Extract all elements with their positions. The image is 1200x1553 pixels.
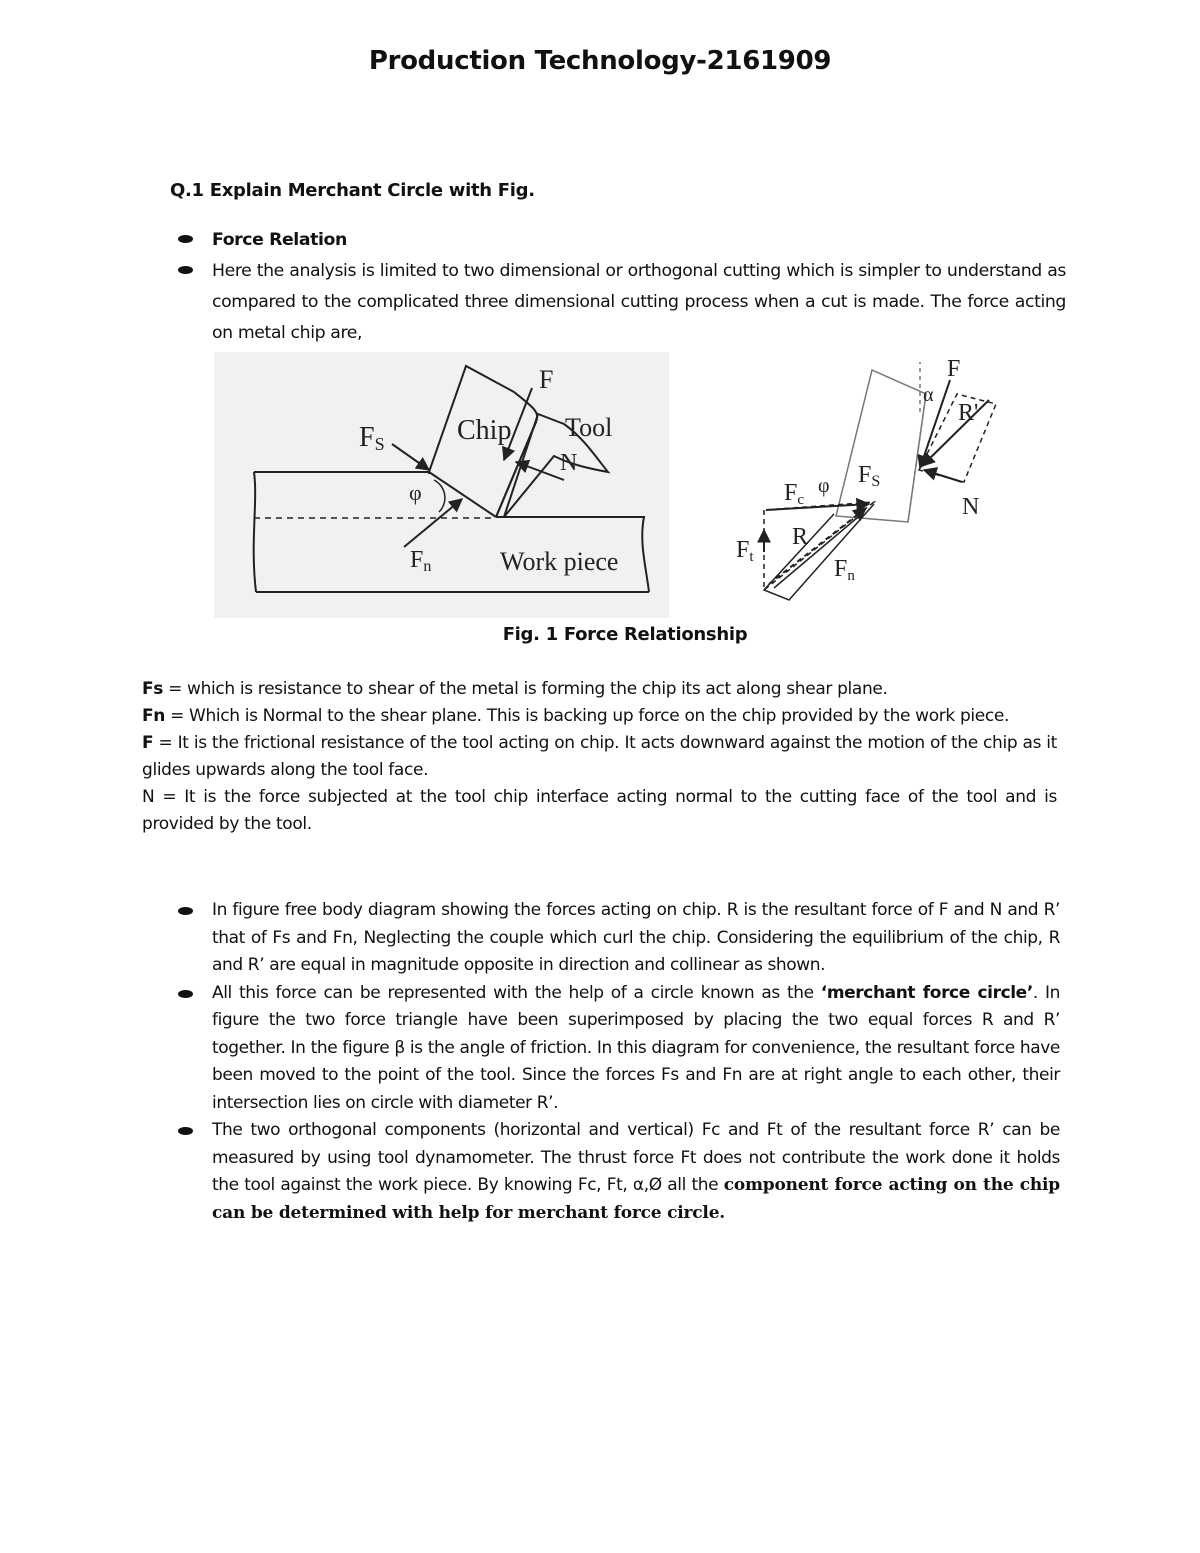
fs-label-right: FS <box>858 462 881 490</box>
definition-f <box>142 730 1057 784</box>
fc-arrow <box>766 504 869 510</box>
scan-background <box>214 352 669 618</box>
bullet-text: All this force can be represented with the help of a circle known as the <box>212 982 821 1003</box>
bullet-text: Here the analysis is limited to two dimensional or orthogonal cutting which is simpler to understand as compared to the complicated three dimensional cutting process when a cut is made. The force acting on metal chip are, <box>212 261 1066 343</box>
bullet-text: . In figure the two force triangle have been superimposed by placing the two equal forces R and R’ together. In the figure β is the angle of friction. In this diagram for convenience, the resultant force have been moved to the point of the tool. Since the forces Fs and Fn are at right angle to each other, their intersection lies on circle with diameter R’. <box>212 982 1060 1113</box>
explanation-bullet-list <box>176 897 1060 1227</box>
bullet-bold-text: ‘merchant force circle’ <box>820 982 1033 1003</box>
definition-text: = which is resistance to shear of the metal is forming the chip its act along shear plane. <box>163 679 888 699</box>
definition-n <box>142 784 1057 838</box>
chip-outline-right <box>836 370 926 522</box>
workpiece-label: Work piece <box>500 547 619 576</box>
bullet-text: The two orthogonal components (horizontal and vertical) Fc and Ft of the resultant force R’ can be measured by using tool dynamometer. The thrust force Ft does not contribute the work done it holds the tool against the work piece. By knowing Fc, Ft, α,Ø all the <box>212 1120 1060 1195</box>
rprime-label: R' <box>958 400 979 426</box>
chip-label: Chip <box>457 415 512 446</box>
n-label: N <box>560 450 578 476</box>
bullet-icon <box>178 907 193 915</box>
definition-fn <box>142 703 1057 730</box>
bullet-text: In figure free body diagram showing the forces acting on chip. R is the resultant force of F and N and R’ that of Fs and Fn, Neglecting the couple which curl the chip. Considering the equilibrium of the chip, R and R’ are equal in magnitude opposite in direction and collinear as shown. <box>212 900 1060 975</box>
figure-svg <box>214 352 1014 620</box>
definition-text: = Which is Normal to the shear plane. This is backing up force on the chip provided by the work piece. <box>165 706 1010 726</box>
intro-bullet-list <box>176 225 1066 349</box>
list-item <box>176 225 1066 256</box>
definition-fs <box>142 676 1057 703</box>
bullet-icon <box>178 235 193 243</box>
figure-caption: Fig. 1 Force Relationship <box>502 624 748 645</box>
list-item <box>176 1117 1060 1227</box>
force-relationship-figure <box>214 352 1014 620</box>
tool-label: Tool <box>565 413 613 442</box>
question-heading: Q.1 Explain Merchant Circle with Fig. <box>170 180 535 201</box>
fn-label-right: Fn <box>834 556 855 584</box>
r-label: R <box>792 524 809 550</box>
definition-text: N = It is the force subjected at the tool chip interface acting normal to the cutting face of the tool and is provided by the tool. <box>142 787 1057 834</box>
f-label-right: F <box>947 356 961 382</box>
bullet-serif-text: component force acting on the chip can be determined with help for merchant force circle. <box>212 1175 1060 1223</box>
n-arrow-right <box>924 470 962 482</box>
alpha-label: α <box>923 384 934 406</box>
fn-label: Fn <box>410 547 432 575</box>
bullet-text: Force Relation <box>212 230 347 250</box>
ft-label: Ft <box>736 537 754 565</box>
fs-label: FS <box>359 422 385 454</box>
definition-term: Fs <box>142 679 164 699</box>
definition-term: F <box>142 733 154 753</box>
n-label-right: N <box>962 494 980 520</box>
list-item <box>176 256 1066 349</box>
phi-label-right: φ <box>818 475 830 497</box>
page-title: Production Technology-2161909 <box>368 46 832 76</box>
bullet-icon <box>178 990 193 998</box>
fc-label: Fc <box>784 480 805 508</box>
definitions <box>142 676 1057 838</box>
definition-term: Fn <box>142 706 166 726</box>
bullet-icon <box>178 1127 193 1135</box>
list-item <box>176 980 1060 1118</box>
list-item <box>176 897 1060 980</box>
bullet-icon <box>178 266 193 274</box>
f-label: F <box>539 365 554 394</box>
definition-text: = It is the frictional resistance of the tool acting on chip. It acts downward against the motion of the chip as it glides upwards along the tool face. <box>142 733 1057 780</box>
phi-label: φ <box>409 480 422 505</box>
